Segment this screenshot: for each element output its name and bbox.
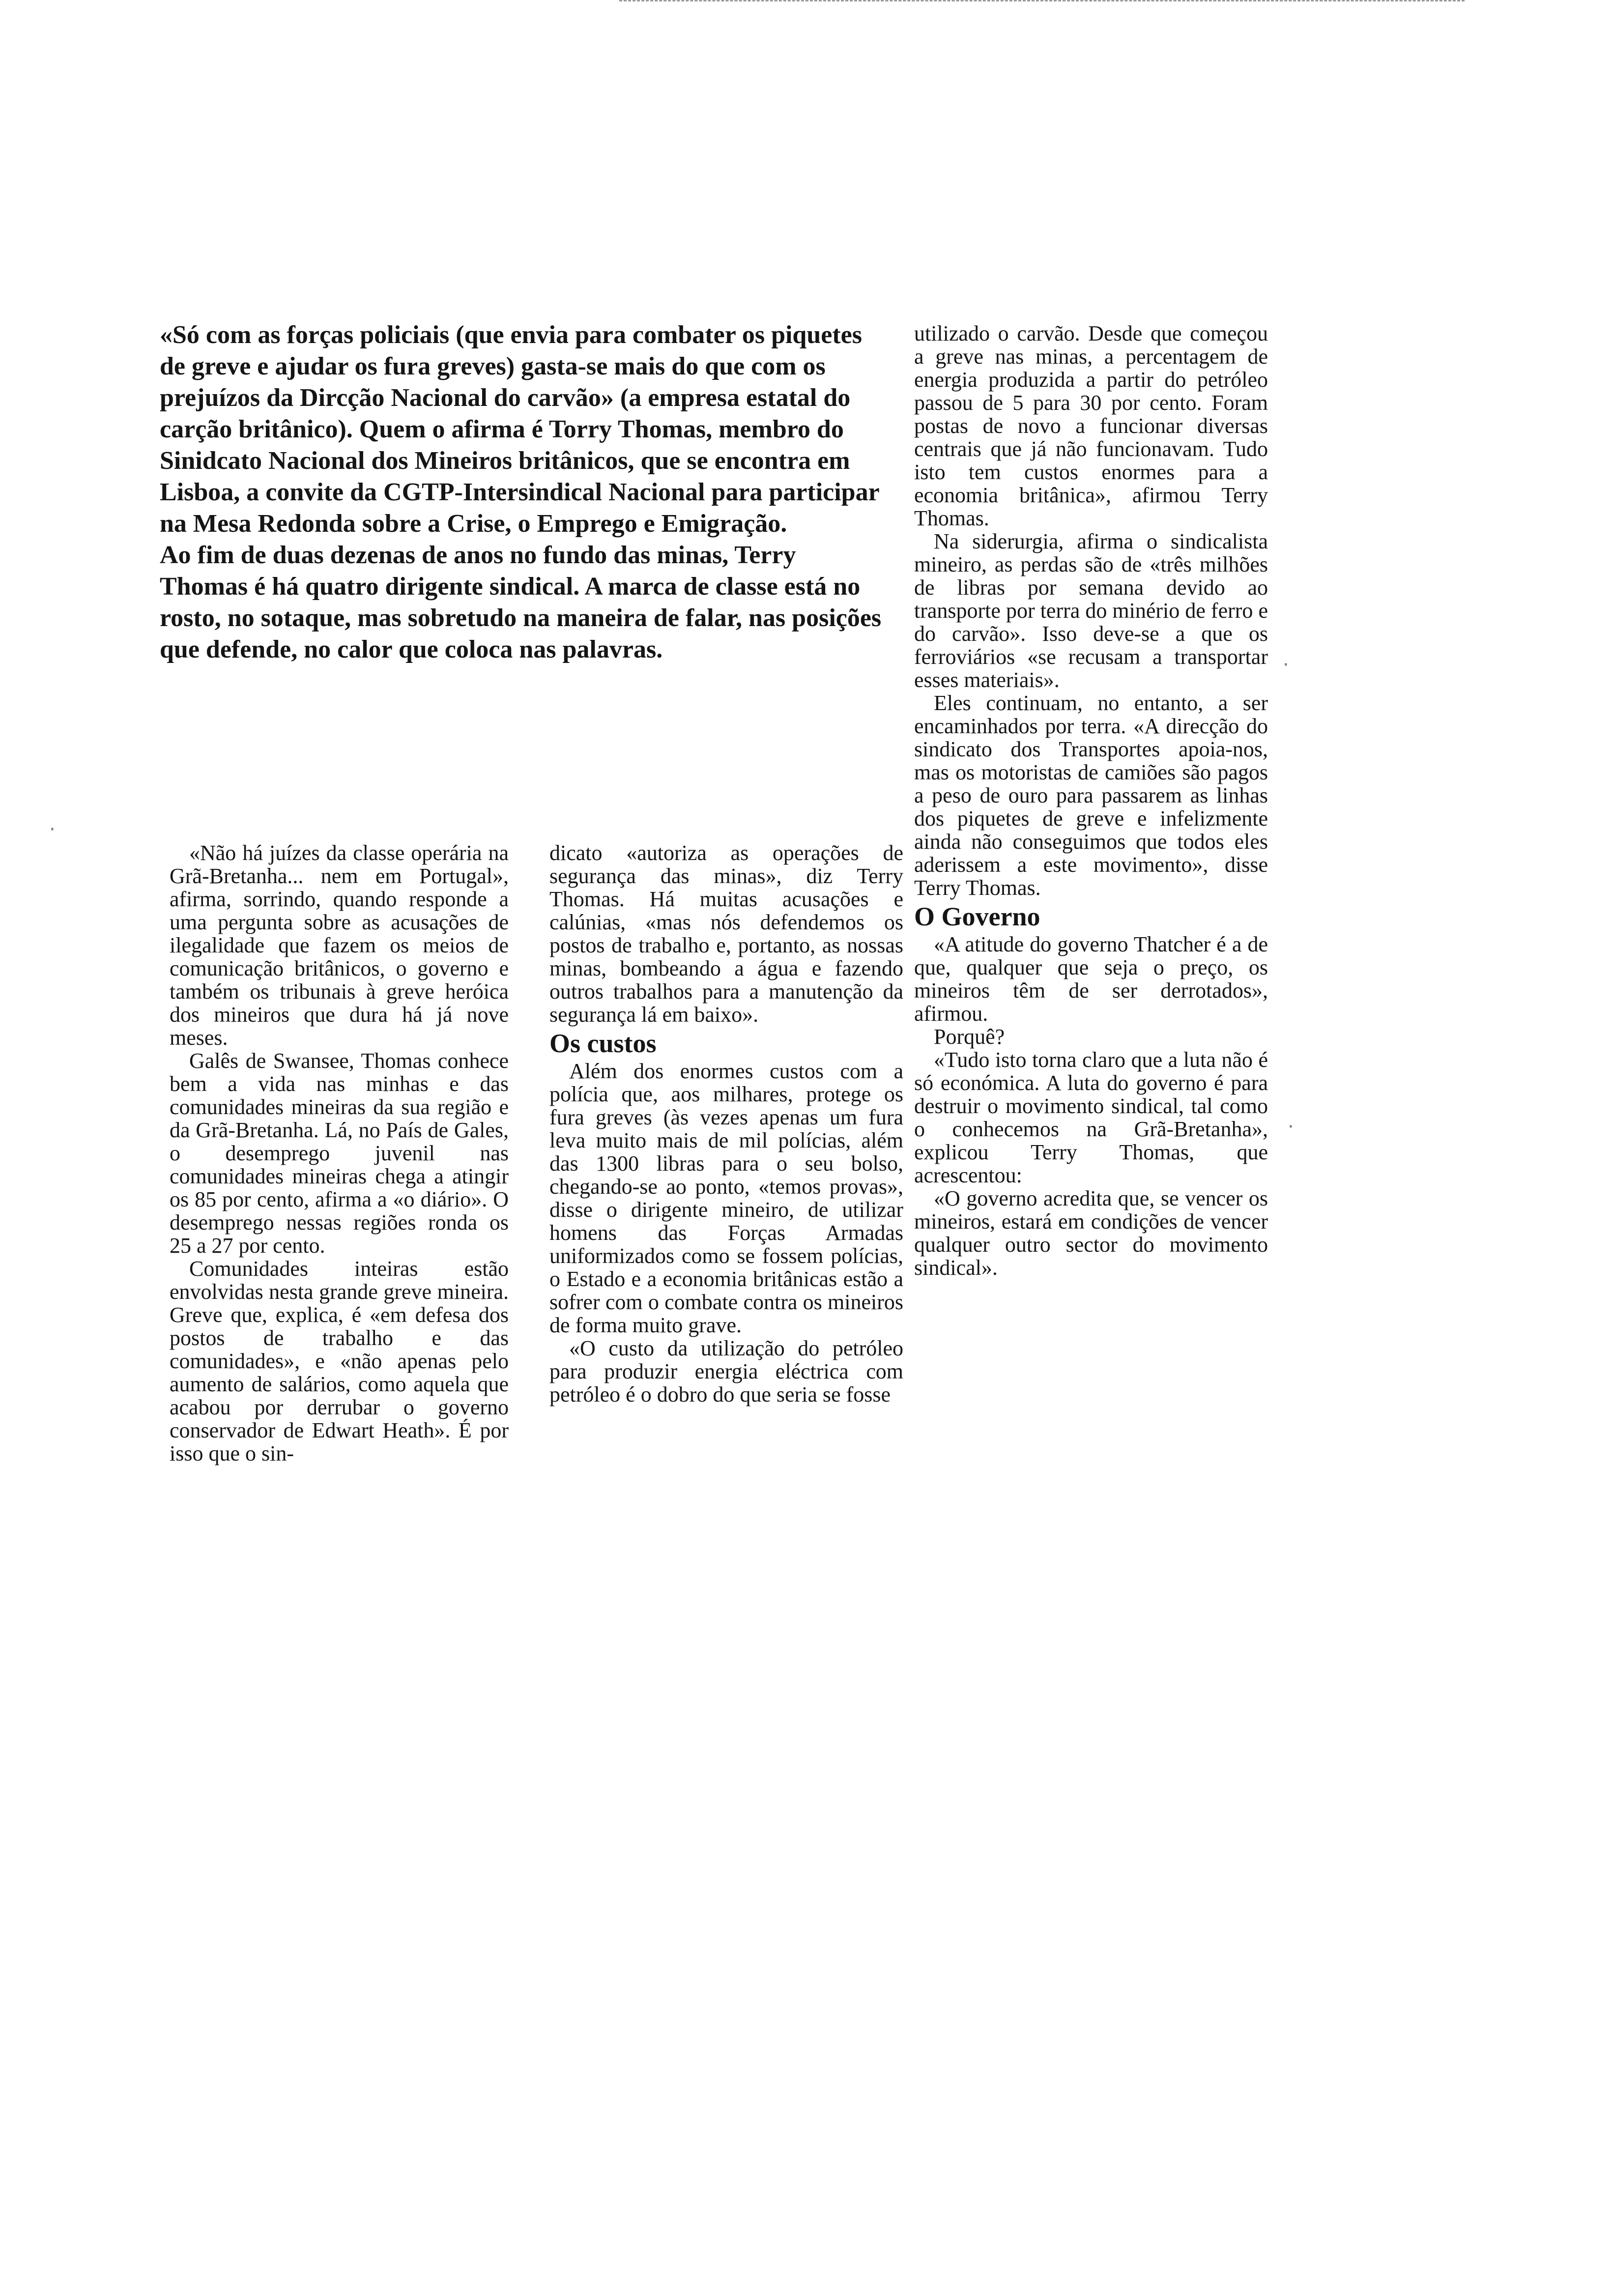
subheading-o-governo: O Governo: [914, 902, 1040, 931]
col3-paragraph-3: Eles continuam, no entanto, a ser encaminhados por terra. «A direcção do sindicato dos Transportes apoia-nos, mas os motoristas de camiões são pagos a peso de ouro para passarem as linhas dos piquetes de greve e infelizmente ainda não conseguimos que todos eles aderissem a este movimento», disse Terry Thomas.: [914, 691, 1268, 900]
lead-paragraph-2: Ao fim de duas dezenas de anos no fundo das minas, Terry Thomas é há quatro dirigente sindical. A marca de classe está no rosto, no sotaque, mas sobretudo na maneira de falar, nas posições que defende, no calor que coloca nas palavras.: [160, 541, 882, 663]
article-column-2: [549, 841, 903, 1406]
lead-paragraph: [160, 319, 887, 665]
col3-paragraph-6: «Tudo isto torna claro que a luta não é só económica. A luta do governo é para destruir o movimento sindical, tal como o conhecemos na Grã-Bretanha», explicou Terry Thomas, que acrescentou:: [914, 1048, 1268, 1187]
col1-paragraph-1: «Não há juízes da classe operária na Grã-Bretanha... nem em Portugal», afirma, sorrindo, quando responde a uma pergunta sobre as acusações de ilegalidade que fazem os meios de comunicação britânicos, o governo e também os tribunais à greve heróica dos mineiros que dura há já nove meses.: [170, 841, 509, 1050]
scan-speck: ·: [1283, 654, 1289, 676]
col1-paragraph-2: Galês de Swansee, Thomas conhece bem a vida nas minhas e das comunidades mineiras da sua região e da Grã-Bretanha. Lá, no País de Gales, o desemprego juvenil nas comunidades mineiras chega a atingir os 85 por cento, afirma a «o diário». O desemprego nessas regiões ronda os 25 a 27 por cento.: [170, 1049, 509, 1258]
col2-paragraph-1: dicato «autoriza as operações de segurança das minas», diz Terry Thomas. Há muitas acusações e calúnias, «mas nós defendemos os postos de trabalho e, portanto, as nossas minas, bombeando a água e fazendo outros trabalhos para a manutenção da segurança lá em baixo».: [549, 841, 903, 1027]
scan-speck: ·: [49, 818, 56, 841]
subheading-os-custos: Os custos: [549, 1029, 657, 1058]
col3-paragraph-5: Porquê?: [934, 1025, 1005, 1049]
col3-paragraph-2: Na siderurgia, afirma o sindicalista mineiro, as perdas são de «três milhões de libras por semana devido ao transporte por terra do minério de ferro e do carvão». Isso deve-se a que os ferroviários «se recusam a transportar esses materiais».: [914, 529, 1268, 692]
col3-paragraph-7: «O governo acredita que, se vencer os mineiros, estará em condições de vencer qualquer outro sector do movimento sindical».: [914, 1186, 1268, 1280]
col3-paragraph-1: utilizado o carvão. Desde que começou a greve nas minas, a percentagem de energia produzida a partir do petróleo passou de 5 para 30 por cento. Foram postas de novo a funcionar diversas centrais que já não funcionavam. Tudo isto tem custos enormes para a economia britânica», afirmou Terry Thomas.: [914, 321, 1268, 530]
scan-speck: ·: [1288, 1116, 1294, 1138]
article-column-3: [914, 322, 1268, 1279]
col3-paragraph-4: «A atitude do governo Thatcher é a de que, qualquer que seja o preço, os mineiros têm de ser derrotados», afirmou.: [914, 932, 1268, 1026]
scan-edge-mark: [619, 0, 1465, 3]
col1-paragraph-3: Comunidades inteiras estão envolvidas nesta grande greve mineira. Greve que, explica, é «em defesa dos postos de trabalho e das comunidades», e «não apenas pelo aumento de salários, como aquela que acabou por derrubar o governo conservador de Edwart Heath». É por isso que o sin-: [170, 1257, 509, 1465]
col2-paragraph-2: Além dos enormes custos com a polícia que, aos milhares, protege os fura greves (às vezes apenas um fura leva muito mais de mil polícias, além das 1300 libras para o seu bolso, chegando-se ao ponto, «temos provas», disse o dirigente mineiro, de utilizar homens das Forças Armadas uniformizados como se fossem polícias, o Estado e a economia britânicas estão a sofrer com o combate contra os mineiros de forma muito grave.: [549, 1059, 903, 1337]
lead-paragraph-1: «Só com as forças policiais (que envia para combater os piquetes de greve e ajudar os fura greves) gasta-se mais do que com os prejuízos da Dircção Nacional do carvão» (a empresa estatal do carção britânico). Quem o afirma é Torry Thomas, membro do Sinidcato Nacional dos Mineiros britânicos, que se encontra em Lisboa, a convite da CGTP-Intersindical Nacional para participar na Mesa Redonda sobre a Crise, o Emprego e Emigração.: [160, 321, 879, 538]
col2-paragraph-3: «O custo da utilização do petróleo para produzir energia eléctrica com petróleo é o dobro do que seria se fosse: [549, 1336, 903, 1406]
article-column-1: [170, 841, 509, 1465]
